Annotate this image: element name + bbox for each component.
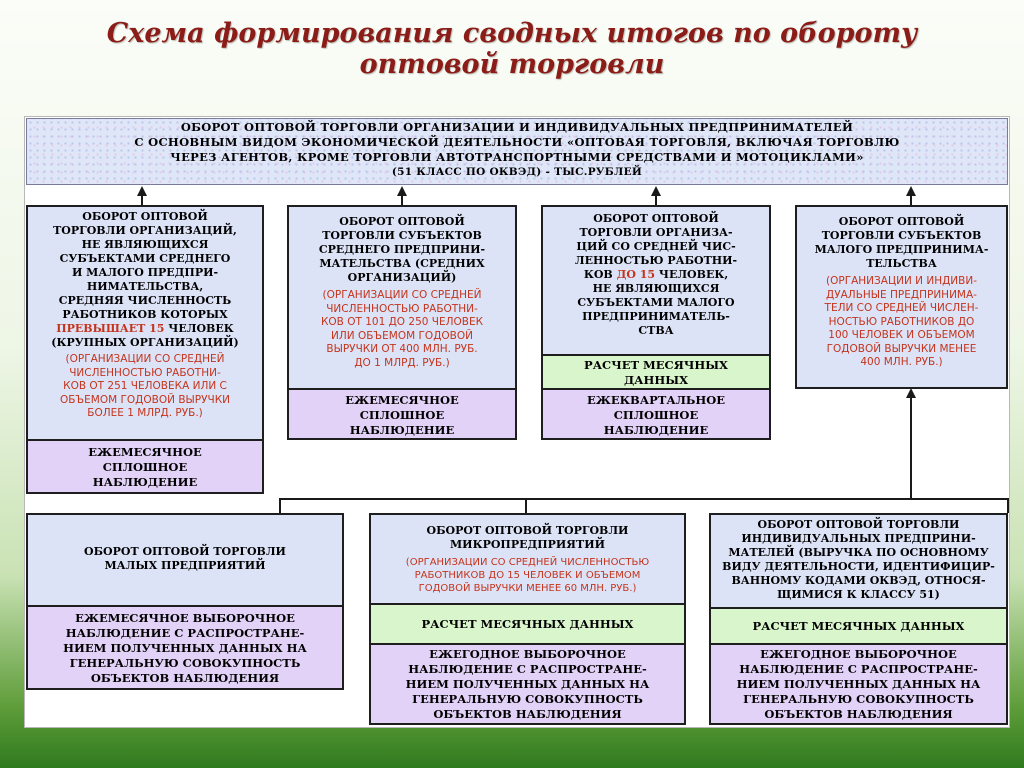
micro-note [371, 556, 684, 595]
micro-line-2: МИКРОПРЕДПРИЯТИЙ [450, 538, 605, 551]
large-method-3: НАБЛЮДЕНИЕ [92, 475, 198, 489]
title-line-1: Схема формирования сводных итогов по обороту [106, 18, 918, 49]
total-line-4: (51 КЛАСС ПО ОКВЭД) - ТЫС.РУБЛЕЙ [391, 166, 643, 178]
medium-line-2: ТОРГОВЛИ СУБЪЕКТОВ [322, 229, 482, 242]
upto15-line-3: ЦИЙ СО СРЕДНЕЙ ЧИС- [576, 240, 736, 253]
large-note-4: ОБЪЕМОМ ГОДОВОЙ ВЫРУЧКИ [59, 393, 231, 406]
upto15-calc-2: ДАННЫХ [623, 373, 689, 387]
individual-method-3: НИЕМ ПОЛУЧЕННЫХ ДАННЫХ НА [736, 677, 981, 691]
medium-method-box [287, 388, 517, 440]
connector-h-bottom [279, 498, 1009, 500]
connector-individual [1007, 498, 1009, 513]
page-title [60, 18, 964, 80]
individual-method-5: ОБЪЕКТОВ НАБЛЮДЕНИЯ [764, 707, 953, 721]
individual-method-4: ГЕНЕРАЛЬНУЮ СОВОКУПНОСТЬ [743, 692, 974, 706]
large-method-box [26, 439, 264, 494]
medium-method-2: СПЛОШНОЕ [359, 408, 445, 422]
medium-line-5: ОРГАНИЗАЦИЙ) [347, 271, 457, 284]
medium-note [289, 289, 515, 370]
large-line-3: НЕ ЯВЛЯЮЩИХСЯ [81, 238, 209, 251]
upto15-line-2: ТОРГОВЛИ ОРГАНИЗА- [579, 226, 733, 239]
medium-line-4: МАТЕЛЬСТВА (СРЕДНИХ [319, 257, 485, 270]
micro-box [369, 513, 686, 605]
large-line-5: И МАЛОГО ПРЕДПРИ- [71, 266, 219, 279]
large-note-5: БОЛЕЕ 1 МЛРД. РУБ.) [87, 407, 203, 419]
large-method-2: СПЛОШНОЕ [102, 460, 188, 474]
medium-method-1: ЕЖЕМЕСЯЧНОЕ [345, 393, 459, 407]
upto15-line-8: ПРЕДПРИНИМАТЕЛЬ- [582, 310, 730, 323]
upto15-orgs-box [541, 205, 771, 356]
connector-v-bottom [910, 398, 912, 498]
total-turnover-box [26, 118, 1008, 185]
micro-method-3: НИЕМ ПОЛУЧЕННЫХ ДАННЫХ НА [405, 677, 650, 691]
medium-line-1: ОБОРОТ ОПТОВОЙ [339, 215, 465, 228]
arrow-up-icon [137, 186, 147, 196]
smallbiz-note-5: 100 ЧЕЛОВЕК И ОБЪЕМОМ [828, 329, 975, 341]
small-ent-method-3: НИЕМ ПОЛУЧЕННЫХ ДАННЫХ НА [63, 641, 307, 655]
smallbiz-note-3: ТЕЛИ СО СРЕДНЕЙ ЧИСЛЕН- [824, 302, 979, 314]
small-ent-method-4: ГЕНЕРАЛЬНУЮ СОВОКУПНОСТЬ [69, 656, 301, 670]
micro-calc: РАСЧЕТ МЕСЯЧНЫХ ДАННЫХ [421, 617, 634, 631]
large-note-2: ЧИСЛЕННОСТЬЮ РАБОТНИ- [69, 366, 221, 379]
individual-box [709, 513, 1008, 609]
large-highlight: ПРЕВЫШАЕТ 15 [56, 322, 165, 335]
large-line-1: ОБОРОТ ОПТОВОЙ [82, 210, 208, 223]
medium-note-4: ИЛИ ОБЪЕМОМ ГОДОВОЙ [331, 329, 473, 342]
small-ent-method-5: ОБЪЕКТОВ НАБЛЮДЕНИЯ [90, 671, 280, 685]
arrow-up-icon [906, 186, 916, 196]
smallbiz-note [797, 275, 1006, 370]
micro-method-1: ЕЖЕГОДНОЕ ВЫБОРОЧНОЕ [429, 647, 626, 661]
individual-line-2: ИНДИВИДУАЛЬНЫХ ПРЕДПРИНИ- [741, 532, 976, 545]
medium-line-3: СРЕДНЕГО ПРЕДПРИНИ- [318, 243, 486, 256]
individual-calc-box [709, 607, 1008, 645]
upto15-line-4: ЛЕННОСТЬЮ РАБОТНИ- [574, 254, 738, 267]
individual-line-6: ЩИМИСЯ К КЛАССУ 51) [777, 588, 940, 601]
total-line-2: С ОСНОВНЫМ ВИДОМ ЭКОНОМИЧЕСКОЙ ДЕЯТЕЛЬНОСТИ «ОПТОВАЯ ТОРГОВЛЯ, ВКЛЮЧАЯ ТОРГОВЛЮ [134, 135, 900, 149]
smallbiz-note-6: ГОДОВОЙ ВЫРУЧКИ МЕНЕЕ [826, 342, 977, 355]
small-ent-box [26, 513, 344, 607]
large-line-6: НИМАТЕЛЬСТВА, [86, 280, 204, 293]
micro-note-1: (ОРГАНИЗАЦИИ СО СРЕДНЕЙ ЧИСЛЕННОСТЬЮ [405, 557, 650, 568]
upto15-method-3: НАБЛЮДЕНИЕ [603, 423, 709, 437]
large-line-2: ТОРГОВЛИ ОРГАНИЗАЦИЙ, [53, 224, 237, 237]
smallbiz-line-3: МАЛОГО ПРЕДПРИНИМА- [814, 243, 989, 256]
upto15-method-1: ЕЖЕКВАРТАЛЬНОЕ [586, 393, 726, 407]
upto15-method-box [541, 388, 771, 440]
micro-method-box [369, 643, 686, 725]
smallbiz-box [795, 205, 1008, 389]
smallbiz-line-4: ТЕЛЬСТВА [866, 257, 937, 270]
upto15-highlight: ДО 15 [616, 268, 656, 281]
micro-line-1: ОБОРОТ ОПТОВОЙ ТОРГОВЛИ [426, 524, 629, 537]
smallbiz-note-2: ДУАЛЬНЫЕ ПРЕДПРИНИМА- [826, 288, 977, 301]
smallbiz-note-1: (ОРГАНИЗАЦИИ И ИНДИВИ- [826, 275, 977, 287]
arrow-up-icon [651, 186, 661, 196]
smallbiz-line-2: ТОРГОВЛИ СУБЪЕКТОВ [821, 229, 982, 242]
large-note-1: (ОРГАНИЗАЦИИ СО СРЕДНЕЙ [65, 353, 225, 365]
arrow-up-icon [397, 186, 407, 196]
total-line-3: ЧЕРЕЗ АГЕНТОВ, КРОМЕ ТОРГОВЛИ АВТОТРАНСПОРТНЫМИ СРЕДСТВАМИ И МОТОЦИКЛАМИ» [170, 150, 864, 164]
micro-calc-box [369, 603, 686, 645]
upto15-line-7: СУБЪЕКТАМИ МАЛОГО [577, 296, 735, 309]
upto15-line-9: СТВА [638, 324, 674, 337]
individual-line-4: ВИДУ ДЕЯТЕЛЬНОСТИ, ИДЕНТИФИЦИР- [722, 560, 995, 573]
large-line-4: СУБЪЕКТАМИ СРЕДНЕГО [59, 252, 231, 265]
upto15-line-1: ОБОРОТ ОПТОВОЙ [593, 212, 719, 225]
upto15-line-6: НЕ ЯВЛЯЮЩИХСЯ [592, 282, 720, 295]
medium-orgs-box [287, 205, 517, 390]
medium-note-3: КОВ ОТ 101 ДО 250 ЧЕЛОВЕК [320, 316, 484, 328]
medium-note-6: ДО 1 МЛРД. РУБ.) [354, 356, 450, 369]
large-line-9-rest: ЧЕЛОВЕК [168, 322, 234, 335]
connector-micro [525, 498, 527, 513]
smallbiz-note-7: 400 МЛН. РУБ.) [860, 356, 943, 368]
individual-method-box [709, 643, 1008, 725]
individual-method-1: ЕЖЕГОДНОЕ ВЫБОРОЧНОЕ [760, 647, 957, 661]
total-line-1: ОБОРОТ ОПТОВОЙ ТОРГОВЛИ ОРГАНИЗАЦИИ И ИНДИВИДУАЛЬНЫХ ПРЕДПРИНИМАТЕЛЕЙ [180, 120, 854, 134]
large-note-3: КОВ ОТ 251 ЧЕЛОВЕКА ИЛИ С [63, 380, 227, 392]
large-orgs-box [26, 205, 264, 441]
upto15-line-5-post: ЧЕЛОВЕК, [658, 268, 729, 281]
connector-large [141, 195, 143, 205]
smallbiz-note-4: НОСТЬЮ РАБОТНИКОВ ДО [828, 315, 975, 328]
connector-smallbiz [910, 195, 912, 205]
medium-method-3: НАБЛЮДЕНИЕ [349, 423, 455, 437]
micro-method-4: ГЕНЕРАЛЬНУЮ СОВОКУПНОСТЬ [412, 692, 643, 706]
large-line-7: СРЕДНЯЯ ЧИСЛЕННОСТЬ [58, 294, 232, 307]
large-line-9 [28, 322, 262, 336]
micro-note-3: ГОДОВОЙ ВЫРУЧКИ МЕНЕЕ 60 МЛН. РУБ.) [418, 583, 637, 594]
small-ent-method-1: ЕЖЕМЕСЯЧНОЕ ВЫБОРОЧНОЕ [75, 611, 295, 625]
medium-note-1: (ОРГАНИЗАЦИИ СО СРЕДНЕЙ [322, 289, 482, 301]
individual-method-2: НАБЛЮДЕНИЕ С РАСПРОСТРАНЕ- [739, 662, 978, 676]
large-line-10: (КРУПНЫХ ОРГАНИЗАЦИЙ) [51, 336, 239, 349]
arrow-up-icon [906, 388, 916, 398]
smallbiz-line-1: ОБОРОТ ОПТОВОЙ [838, 215, 965, 228]
upto15-calc-1: РАСЧЕТ МЕСЯЧНЫХ [584, 358, 728, 372]
large-line-8: РАБОТНИКОВ КОТОРЫХ [62, 308, 228, 321]
individual-line-5: ВАННОМУ КОДАМИ ОКВЭД, ОТНОСЯ- [731, 574, 986, 587]
individual-calc: РАСЧЕТ МЕСЯЧНЫХ ДАННЫХ [752, 619, 965, 633]
connector-small-ent [279, 498, 281, 513]
small-ent-line-1: ОБОРОТ ОПТОВОЙ ТОРГОВЛИ [84, 545, 286, 558]
upto15-method-2: СПЛОШНОЕ [613, 408, 699, 422]
small-ent-method-box [26, 605, 344, 690]
upto15-line-5-pre: КОВ [583, 268, 613, 281]
connector-small15 [655, 195, 657, 205]
micro-note-2: РАБОТНИКОВ ДО 15 ЧЕЛОВЕК И ОБЪЕМОМ [414, 570, 641, 581]
individual-line-1: ОБОРОТ ОПТОВОЙ ТОРГОВЛИ [757, 518, 960, 531]
large-method-1: ЕЖЕМЕСЯЧНОЕ [88, 445, 202, 459]
medium-note-5: ВЫРУЧКИ ОТ 400 МЛН. РУБ. [326, 343, 478, 355]
micro-method-5: ОБЪЕКТОВ НАБЛЮДЕНИЯ [433, 707, 622, 721]
upto15-calc-box [541, 354, 771, 390]
individual-line-3: МАТЕЛЕЙ (ВЫРУЧКА ПО ОСНОВНОМУ [728, 546, 989, 559]
upto15-line-5 [543, 268, 769, 282]
small-ent-line-2: МАЛЫХ ПРЕДПРИЯТИЙ [104, 559, 266, 572]
medium-note-2: ЧИСЛЕННОСТЬЮ РАБОТНИ- [326, 302, 478, 315]
large-note [28, 353, 262, 421]
title-line-2: оптовой торговли [359, 49, 665, 80]
small-ent-method-2: НАБЛЮДЕНИЕ С РАСПРОСТРАНЕ- [65, 626, 305, 640]
micro-method-2: НАБЛЮДЕНИЕ С РАСПРОСТРАНЕ- [408, 662, 647, 676]
connector-medium [401, 195, 403, 205]
